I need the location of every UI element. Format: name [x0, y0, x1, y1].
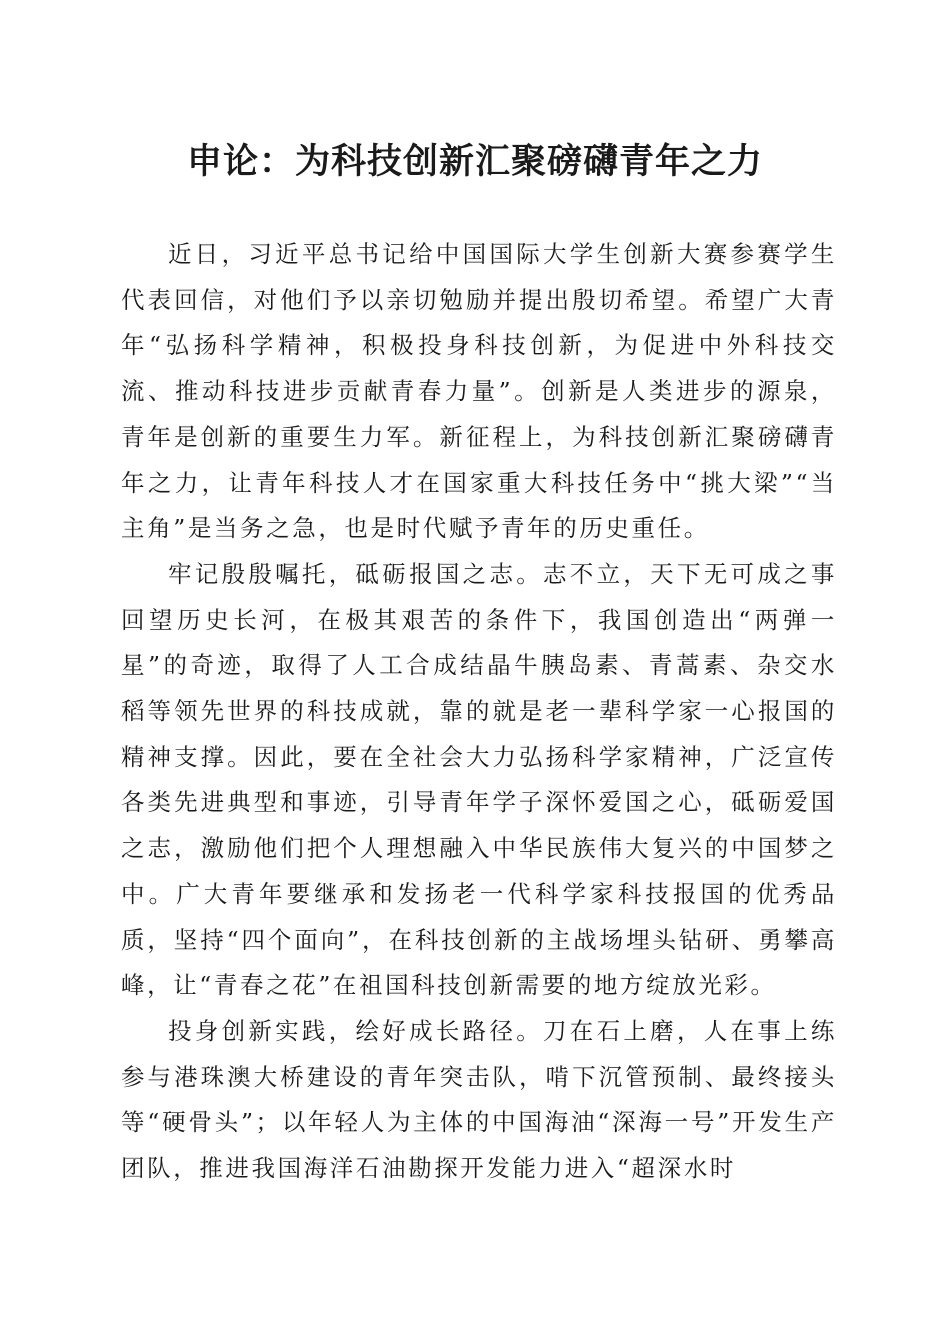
paragraph-3: 投身创新实践，绘好成长路径。刀在石上磨，人在事上练参与港珠澳大桥建设的青年突击队，啃下沉管预制、最终接头等“硬骨头”；以年轻人为主体的中国海油“深海一号”开发生产团队，推进我国海洋石油勘探开发能力进入“超深水时 [121, 1016, 837, 1183]
paragraph-1: 近日，习近平总书记给中国国际大学生创新大赛参赛学生代表回信，对他们予以亲切勉励并提出殷切希望。希望广大青年“弘扬科学精神，积极投身科技创新，为促进中外科技交流、推动科技进步贡献青春力量”。创新是人类进步的源泉，青年是创新的重要生力军。新征程上，为科技创新汇聚磅礴青年之力，让青年科技人才在国家重大科技任务中“挑大梁”“当主角”是当务之急，也是时代赋予青年的历史重任。 [121, 240, 837, 543]
document-title: 申论：为科技创新汇聚磅礴青年之力 [186, 141, 763, 182]
paragraph-2: 牢记殷殷嘱托，砥砺报国之志。志不立，天下无可成之事回望历史长河，在极其艰苦的条件下，我国创造出“两弹一星”的奇迹，取得了人工合成结晶牛胰岛素、青蒿素、杂交水稻等领先世界的科技成就，靠的就是老一辈科学家一心报国的精神支撑。因此，要在全社会大力弘扬科学家精神，广泛宣传各类先进典型和事迹，引导青年学子深怀爱国之心，砥砺爱国之志，激励他们把个人理想融入中华民族伟大复兴的中国梦之中。广大青年要继承和发扬老一代科学家科技报国的优秀品质，坚持“四个面向”，在科技创新的主战场埋头钻研、勇攀高峰，让“青春之花”在祖国科技创新需要的地方绽放光彩。 [121, 559, 837, 1000]
document-body [121, 232, 837, 1192]
